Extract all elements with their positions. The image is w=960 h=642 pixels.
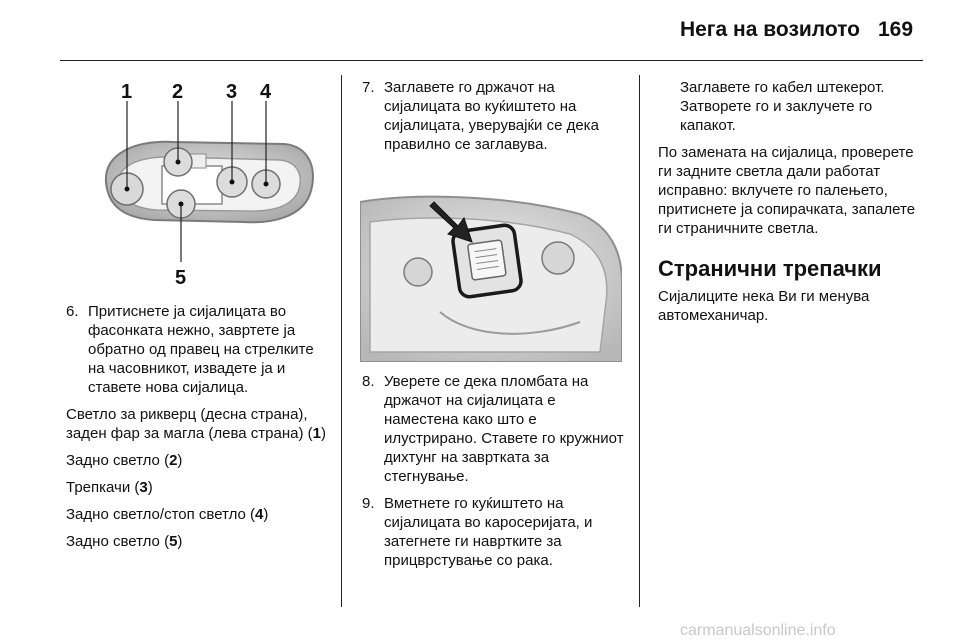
bulb-item-4: Задно светло/стоп светло (4)	[66, 506, 269, 523]
bulb-holder-figure	[84, 74, 324, 288]
bulb-item-1: Светло за рикверц (десна страна), заден фар за магла (лева страна) (1)	[66, 406, 326, 442]
column-2-lower	[362, 372, 628, 578]
bulb-item-3: Трепкачи (3)	[66, 479, 153, 496]
callout-4: 4	[260, 81, 272, 103]
section-title: Странични трепачки	[658, 256, 882, 281]
step-text: Уверете се дека пломбата на држачот на сијалицата е наместена како што е илустрирано. Ставете го кружниот дихтунг на завртката за стегнување.	[384, 373, 624, 485]
step-9	[362, 494, 628, 570]
callout-1: 1	[121, 81, 133, 103]
bulb-item-5: Задно светло (5)	[66, 533, 183, 550]
check-paragraph: По замената на сијалица, проверете ги задните светла дали работат исправно: вклучете го палењето, притиснете ја сопирачката, запалете ги страничните светла.	[658, 144, 916, 237]
callout-3: 3	[226, 81, 238, 103]
step-7	[362, 78, 628, 154]
continued-text: Заглавете го кабел штекерот. Затворете го и заклучете го капакот.	[680, 79, 885, 134]
column-3	[658, 78, 920, 333]
step-number: 9.	[362, 495, 375, 512]
step-text: Притиснете ја сијалицата во фасонката нежно, завртете ја обратно од правец на стрелките на часовникот, извадете ја и ставете нова сијалица.	[88, 303, 314, 396]
callout-5: 5	[175, 267, 187, 288]
column-1	[66, 302, 331, 559]
step-text: Вметнете го куќиштето на сијалицата во каросеријата, и затегнете ги навртките за прицврстување со рака.	[384, 495, 593, 569]
column-divider-2	[639, 75, 640, 607]
step-text: Заглавете го држачот на сијалицата во куќиштето на сијалицата, уверувајќи се дека правилно се заглавува.	[384, 79, 599, 153]
column-divider-1	[341, 75, 342, 607]
bulb-item-2: Задно светло (2)	[66, 452, 183, 469]
page-number: 169	[878, 18, 914, 41]
step-number: 6.	[66, 303, 79, 320]
column-2	[362, 78, 628, 162]
step-6	[66, 302, 331, 397]
header-rule	[60, 60, 923, 61]
callout-2: 2	[172, 81, 184, 103]
header-title: Нега на возилото	[679, 18, 860, 41]
watermark: carmanualsonline.info	[680, 622, 836, 639]
step-8	[362, 372, 628, 486]
step-number: 7.	[362, 79, 375, 96]
step-number: 8.	[362, 373, 375, 390]
section-text: Сијалиците нека Ви ги менува автомеханичар.	[658, 288, 870, 324]
seal-figure	[360, 162, 622, 362]
